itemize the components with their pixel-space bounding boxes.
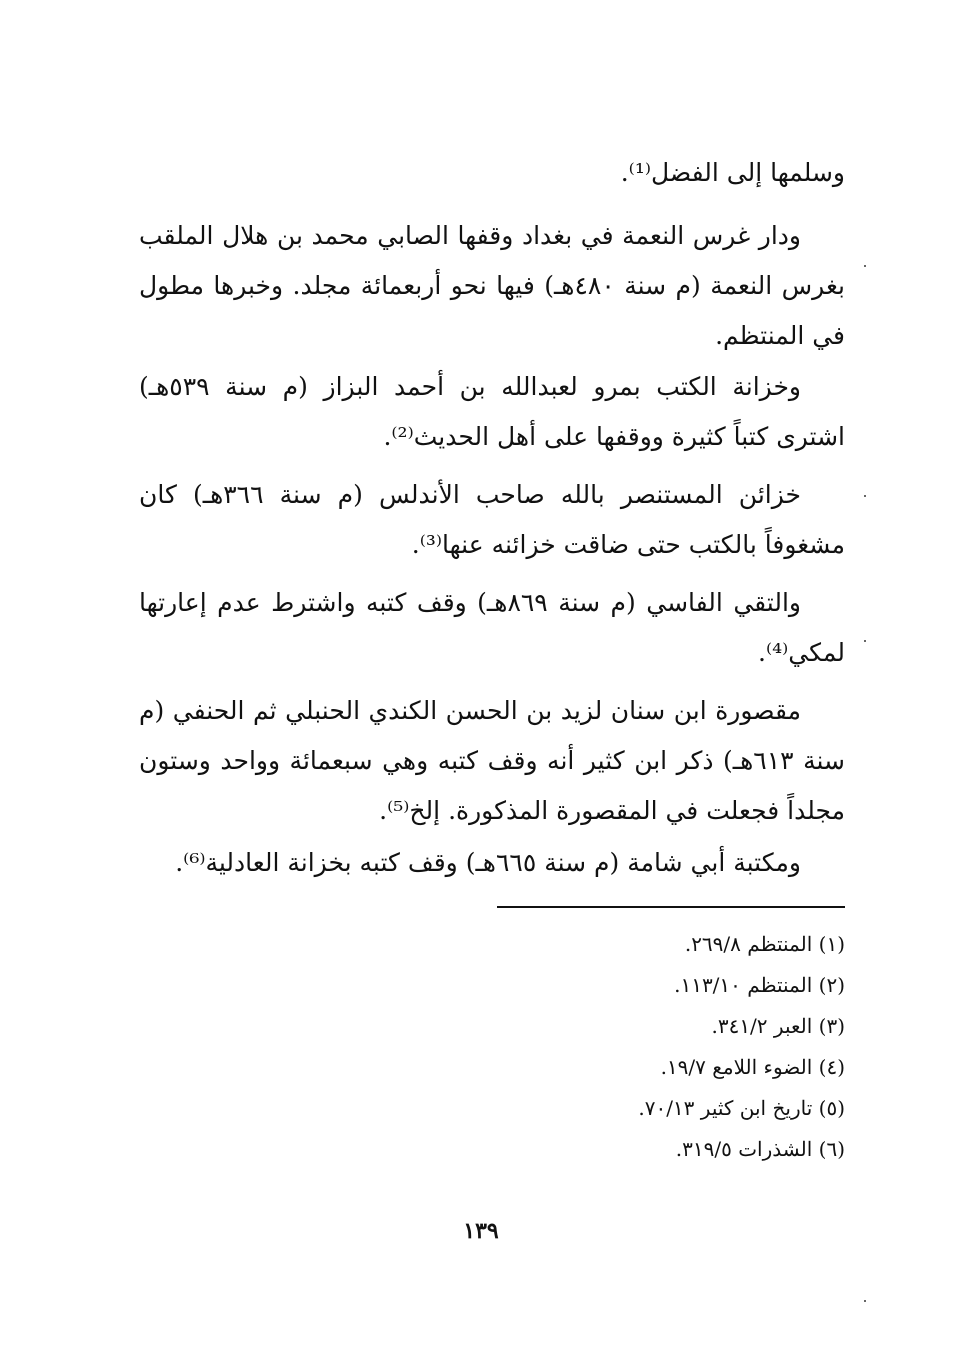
paragraph-maktabat-abi-shama: ومكتبة أبي شامة (م سنة ٦٦٥هـ) وقف كتبه بخزانة العادلية⁽⁶⁾. xyxy=(175,848,801,877)
paragraph-continuation: وسلمها إلى الفضل⁽¹⁾. xyxy=(620,158,845,187)
footnote-item: (٣) العبر ٣٤١/٢. xyxy=(711,1014,845,1038)
footnote-item: (٦) الشذرات ٣١٩/٥. xyxy=(675,1137,845,1161)
footnotes-list xyxy=(139,924,845,1170)
page-number: ١٣٩ xyxy=(463,1218,499,1244)
paragraph-dar-ghars-alnima: ودار غرس النعمة في بغداد وقفها الصابي محمد بن هلال الملقب بغرس النعمة (م سنة ٤٨٠هـ) فيها نحو أربعمائة مجلد. وخبرها مطول في المنتظم. xyxy=(139,221,845,350)
footnote-separator xyxy=(497,906,845,908)
scan-speck xyxy=(864,640,866,642)
paragraph-khizanat-marw: وخزانة الكتب بمرو لعبدالله بن أحمد البزاز (م سنة ٥٣٩هـ) اشترى كتباً كثيرة ووقفها على أهل الحديث⁽²⁾. xyxy=(139,372,845,451)
footnote-item: (١) المنتظم ٢٦٩/٨. xyxy=(684,932,845,956)
paragraph-altaqi-alfasi: والتقي الفاسي (م سنة ٨٦٩هـ) وقف كتبه واشترط عدم إعارتها لمكي⁽⁴⁾. xyxy=(139,588,845,667)
scan-speck xyxy=(864,265,866,267)
scan-speck xyxy=(864,495,866,497)
footnote-item: (٤) الضوء اللامع ١٩/٧. xyxy=(660,1055,845,1079)
paragraph-khazain-almustansir: خزائن المستنصر بالله صاحب الأندلس (م سنة ٣٦٦هـ) كان مشغوفاً بالكتب حتى ضاقت خزائنه عنها⁽³⁾. xyxy=(139,480,845,559)
scan-speck xyxy=(864,1300,866,1302)
paragraph-maqsurat-ibn-sinan: مقصورة ابن سنان لزيد بن الحسن الكندي الحنبلي ثم الحنفي (م سنة ٦١٣هـ) ذكر ابن كثير أنه وقف كتبه وهي سبعمائة وواحد وستون مجلداً فجعلت في المقصورة المذكورة. إلخ⁽⁵⁾. xyxy=(139,696,846,825)
footnote-item: (٥) تاريخ ابن كثير ٧٠/١٣. xyxy=(638,1096,845,1120)
footnote-item: (٢) المنتظم ١١٣/١٠. xyxy=(674,973,845,997)
